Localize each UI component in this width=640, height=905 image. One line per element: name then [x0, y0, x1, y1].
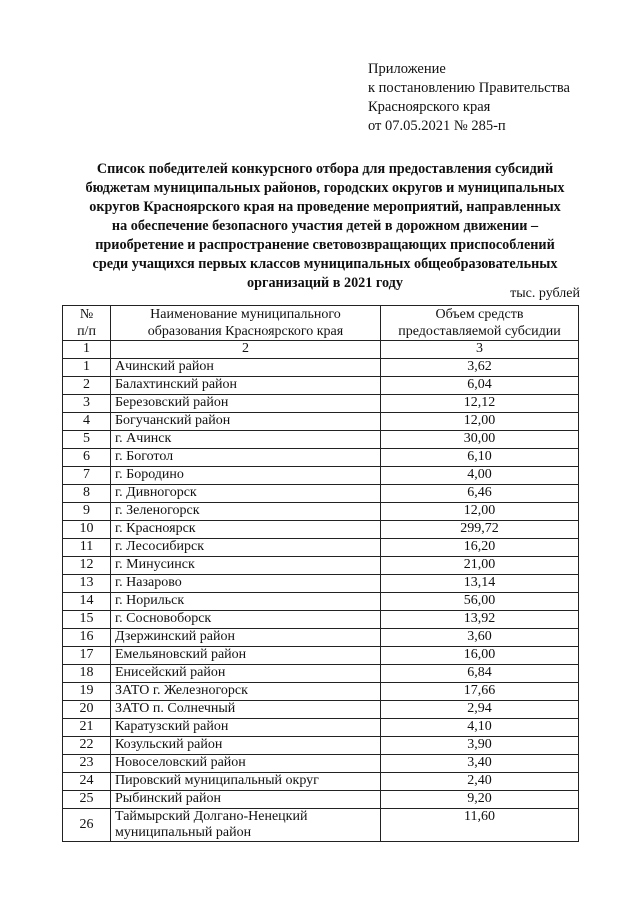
row-amount: 13,92	[381, 611, 579, 629]
title-line: на обеспечение безопасного участия детей в дорожном движении –	[111, 218, 539, 234]
table-row	[63, 737, 579, 755]
row-municipality: г. Норильск	[111, 593, 381, 611]
row-number: 16	[63, 629, 111, 647]
row-amount: 21,00	[381, 557, 579, 575]
table-header-row	[63, 306, 579, 341]
table-row	[63, 431, 579, 449]
row-municipality: ЗАТО п. Солнечный	[111, 701, 381, 719]
document-title	[60, 160, 590, 293]
row-amount: 3,62	[381, 359, 579, 377]
table-row	[63, 539, 579, 557]
row-number: 11	[63, 539, 111, 557]
table-row	[63, 575, 579, 593]
table-row	[63, 647, 579, 665]
units-label: тыс. рублей	[510, 286, 580, 301]
row-municipality: Дзержинский район	[111, 629, 381, 647]
row-number: 19	[63, 683, 111, 701]
row-number: 26	[63, 809, 111, 842]
row-amount: 299,72	[381, 521, 579, 539]
row-amount: 6,04	[381, 377, 579, 395]
row-municipality: г. Бородино	[111, 467, 381, 485]
title-line: среди учащихся первых классов муниципальных общеобразовательных	[92, 256, 558, 272]
title-line: приобретение и распространение световозвращающих приспособлений	[95, 237, 555, 253]
row-municipality: Балахтинский район	[111, 377, 381, 395]
row-municipality: Енисейский район	[111, 665, 381, 683]
table-row	[63, 521, 579, 539]
table-row	[63, 683, 579, 701]
row-amount: 6,10	[381, 449, 579, 467]
table-row	[63, 809, 579, 842]
row-amount: 2,40	[381, 773, 579, 791]
row-municipality: г. Дивногорск	[111, 485, 381, 503]
column-index: 2	[111, 341, 381, 359]
row-municipality: г. Лесосибирск	[111, 539, 381, 557]
column-index: 3	[381, 341, 579, 359]
row-municipality: Новоселовский район	[111, 755, 381, 773]
table-row	[63, 449, 579, 467]
title-line: округов Красноярского края на проведение мероприятий, направленных	[89, 199, 561, 215]
row-amount: 4,00	[381, 467, 579, 485]
row-municipality: г. Боготол	[111, 449, 381, 467]
row-amount: 16,00	[381, 647, 579, 665]
row-number: 3	[63, 395, 111, 413]
row-amount: 6,84	[381, 665, 579, 683]
table-row	[63, 791, 579, 809]
row-municipality: Березовский район	[111, 395, 381, 413]
row-amount: 3,40	[381, 755, 579, 773]
row-amount: 12,00	[381, 503, 579, 521]
table-row	[63, 773, 579, 791]
row-number: 5	[63, 431, 111, 449]
table-body	[63, 359, 579, 842]
table-row	[63, 413, 579, 431]
row-municipality: Таймырский Долгано-Ненецкий муниципальный район	[111, 809, 381, 842]
row-municipality: Козульский район	[111, 737, 381, 755]
header-number: № п/п	[63, 306, 111, 341]
row-number: 1	[63, 359, 111, 377]
row-amount: 9,20	[381, 791, 579, 809]
row-number: 24	[63, 773, 111, 791]
row-amount: 11,60	[381, 809, 579, 842]
row-municipality: г. Красноярск	[111, 521, 381, 539]
row-amount: 12,12	[381, 395, 579, 413]
row-amount: 3,60	[381, 629, 579, 647]
row-municipality: г. Зеленогорск	[111, 503, 381, 521]
row-number: 10	[63, 521, 111, 539]
row-number: 17	[63, 647, 111, 665]
table-row	[63, 665, 579, 683]
table-row	[63, 719, 579, 737]
table-row	[63, 467, 579, 485]
row-number: 7	[63, 467, 111, 485]
row-amount: 12,00	[381, 413, 579, 431]
title-line: Список победителей конкурсного отбора для предоставления субсидий	[96, 161, 554, 177]
row-amount: 16,20	[381, 539, 579, 557]
column-index: 1	[63, 341, 111, 359]
row-number: 15	[63, 611, 111, 629]
title-line: бюджетам муниципальных районов, городских округов и муниципальных	[85, 180, 565, 196]
row-municipality: г. Назарово	[111, 575, 381, 593]
row-municipality: Каратузский район	[111, 719, 381, 737]
table-row	[63, 359, 579, 377]
row-municipality: Ачинский район	[111, 359, 381, 377]
title-line: организаций в 2021 году	[247, 275, 403, 291]
row-amount: 3,90	[381, 737, 579, 755]
header-name: Наименование муниципального образования Красноярского края	[111, 306, 381, 341]
table-row	[63, 557, 579, 575]
row-municipality: Пировский муниципальный округ	[111, 773, 381, 791]
row-amount: 56,00	[381, 593, 579, 611]
row-municipality: Рыбинский район	[111, 791, 381, 809]
row-number: 21	[63, 719, 111, 737]
row-municipality: Емельяновский район	[111, 647, 381, 665]
subsidy-table	[62, 305, 579, 842]
row-number: 23	[63, 755, 111, 773]
row-number: 13	[63, 575, 111, 593]
table-row	[63, 377, 579, 395]
row-number: 4	[63, 413, 111, 431]
appendix-line: от 07.05.2021 № 285-п	[368, 118, 506, 134]
table-row	[63, 611, 579, 629]
row-number: 2	[63, 377, 111, 395]
row-amount: 2,94	[381, 701, 579, 719]
row-amount: 30,00	[381, 431, 579, 449]
row-amount: 4,10	[381, 719, 579, 737]
appendix-line: Красноярского края	[368, 99, 491, 115]
row-number: 9	[63, 503, 111, 521]
row-municipality: г. Минусинск	[111, 557, 381, 575]
row-number: 14	[63, 593, 111, 611]
row-municipality: Богучанский район	[111, 413, 381, 431]
table-row	[63, 629, 579, 647]
row-number: 12	[63, 557, 111, 575]
row-municipality: ЗАТО г. Железногорск	[111, 683, 381, 701]
row-amount: 17,66	[381, 683, 579, 701]
table-row	[63, 503, 579, 521]
row-municipality: г. Сосновоборск	[111, 611, 381, 629]
row-municipality: г. Ачинск	[111, 431, 381, 449]
row-number: 20	[63, 701, 111, 719]
table-row	[63, 701, 579, 719]
table-row	[63, 485, 579, 503]
table-row	[63, 593, 579, 611]
row-number: 6	[63, 449, 111, 467]
row-amount: 13,14	[381, 575, 579, 593]
appendix-line: к постановлению Правительства	[368, 80, 570, 96]
row-number: 8	[63, 485, 111, 503]
row-number: 22	[63, 737, 111, 755]
column-index-row	[63, 341, 579, 359]
header-amount: Объем средств предоставляемой субсидии	[381, 306, 579, 341]
appendix-line: Приложение	[368, 61, 446, 77]
row-amount: 6,46	[381, 485, 579, 503]
table-row	[63, 395, 579, 413]
table-row	[63, 755, 579, 773]
row-number: 18	[63, 665, 111, 683]
row-number: 25	[63, 791, 111, 809]
appendix-block	[368, 60, 570, 136]
